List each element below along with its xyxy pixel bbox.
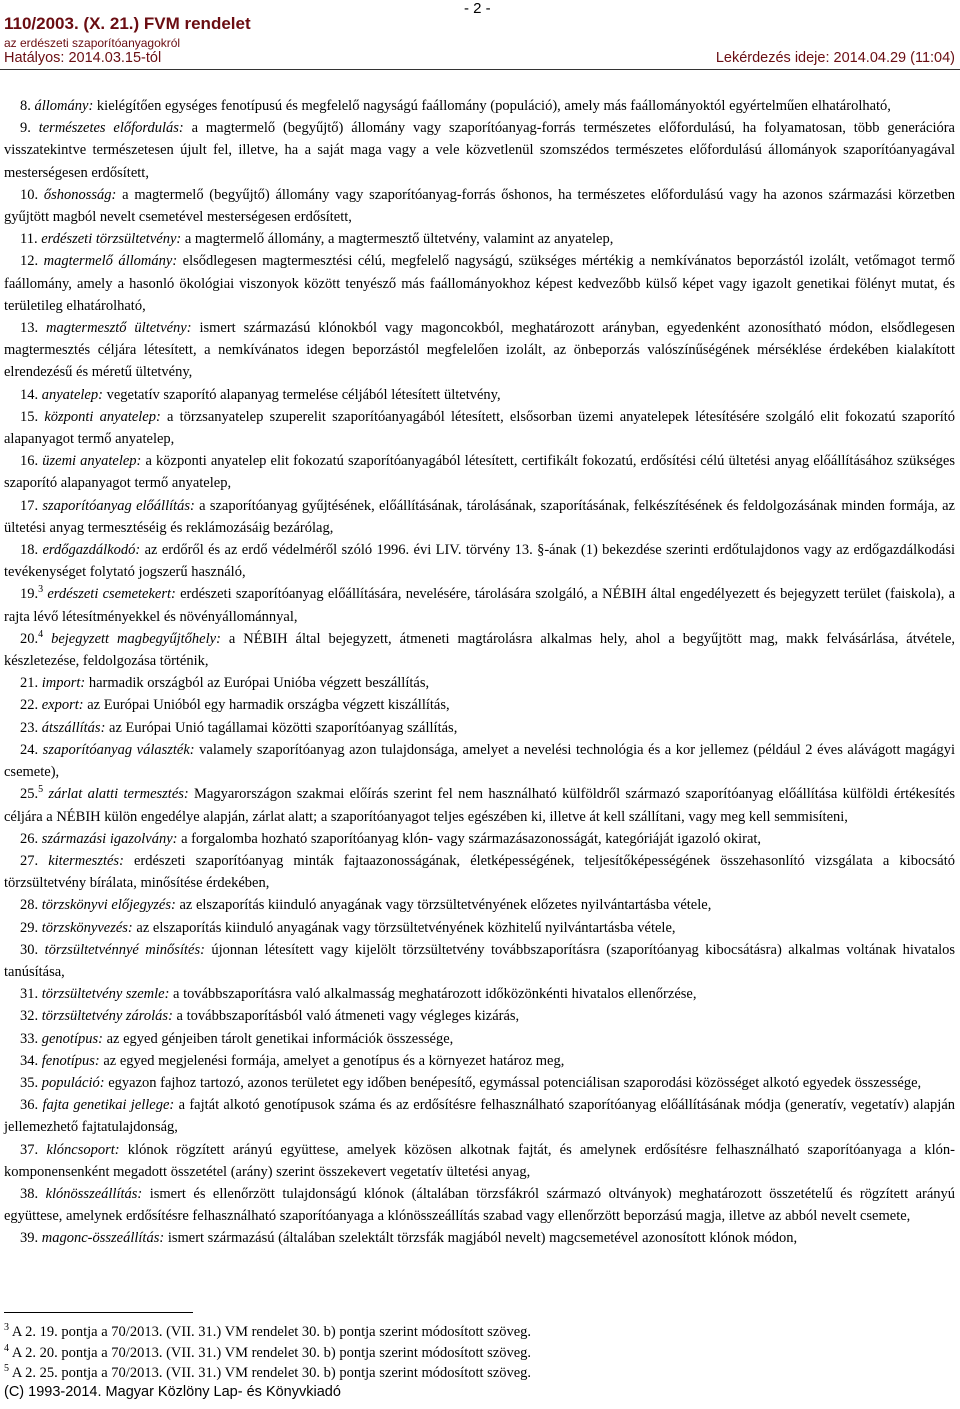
term: származási igazolvány: xyxy=(41,830,178,847)
item-number: 30. xyxy=(20,941,39,958)
footnote-text: A 2. 19. pontja a 70/2013. (VII. 31.) VM rendelet 30. b) pontja szerint módosított szöveg. xyxy=(11,1324,532,1340)
definition-text: kielégítően egységes fenotípusú és megfelelő nagyságú faállomány (populáció), amely más faállományoktól egyértelműen elhatárolható, xyxy=(96,98,891,114)
term: zárlat alatti termesztés: xyxy=(48,786,189,803)
term: központi anyatelep: xyxy=(44,408,161,425)
definition-item xyxy=(4,828,955,850)
definition-text: az elszaporítás kiinduló anyagának vagy törzsültetvényének előzetes nyilvántartásba vétele, xyxy=(179,897,712,914)
footnote-number: 5 xyxy=(4,1363,9,1375)
definition-text: az Európai Unióból egy harmadik országba végzett kiszállítás, xyxy=(87,697,450,714)
footnote xyxy=(4,1363,944,1384)
definition-text: egyazon fajhoz tartozó, azonos területet egy időben benépesítő, egymással potenciálisan szaporodási közösséget alkotó egyedek összessége, xyxy=(108,1074,922,1091)
definition-item xyxy=(4,583,955,627)
footnote-text: A 2. 20. pontja a 70/2013. (VII. 31.) VM rendelet 30. b) pontja szerint módosított szöveg. xyxy=(11,1344,532,1361)
term: klónösszeállítás: xyxy=(45,1185,143,1202)
item-number: 38. xyxy=(20,1185,39,1202)
definition-text: ismert származású (általában szelektált törzsfák magjából nevelt) magcsemetével azonosított klónok módon, xyxy=(167,1230,798,1247)
item-number: 18. xyxy=(20,542,39,559)
definition-item xyxy=(4,717,955,739)
term: genotípus: xyxy=(41,1030,103,1047)
definition-item xyxy=(4,1227,955,1249)
item-number: 39. xyxy=(20,1230,39,1247)
item-number: 27. xyxy=(20,852,39,869)
definition-text: az elszaporítás kiinduló anyagának vagy törzsültetvényének közhitelű nyilvántartásba vétele, xyxy=(136,919,676,936)
item-number: 21. xyxy=(20,675,39,692)
definitions-list xyxy=(4,95,955,1250)
definition-text: az egyed megjelenési formája, amelyet a genotípus és a környezet határoz meg, xyxy=(103,1052,565,1069)
definition-item xyxy=(4,939,955,983)
definition-text: klónok rögzített arányú együttese, amelyek közösen alkotnak fajtát, és amelynek erdősítésre felhasználható szaporítóanyaga a klón-komponensenként megadott összetétel (arány) szerint összekevert vegetatív ültetési anyag, xyxy=(4,1141,955,1180)
definition-item xyxy=(4,739,955,783)
page-number: - 2 - xyxy=(464,0,491,17)
definition-item xyxy=(4,95,955,117)
item-number: 13. xyxy=(20,320,39,337)
item-number: 17. xyxy=(20,497,39,514)
footnote-ref[interactable]: 3 xyxy=(38,584,44,596)
definition-text: a NÉBIH által bejegyzett, átmeneti magtárolásra alkalmas hely, ahol a begyűjtött mag, makk felvásárlása, átvétele, készletezése, feldolgozása történik, xyxy=(4,630,956,670)
footnote-divider xyxy=(4,1312,193,1313)
definition-text: elsődlegesen magtermesztési célú, megfelelő nagyságú, szükséges mértékig a nemkívánatos beporzástól izolált, vetőmagot termő faállomány, amely a hasonló ökológiai viszonyok között tenyésző más faállományokhoz képest kedvezőbb külső képet vagy igazolt genetikai fölényt mutat, és területileg elhatárolható, xyxy=(4,253,956,314)
copyright: (C) 1993-2014. Magyar Közlöny Lap- és Könyvkiadó xyxy=(4,1384,341,1400)
item-number: 33. xyxy=(20,1030,39,1047)
term: fajta genetikai jellege: xyxy=(42,1097,175,1114)
definition-text: az Európai Unió tagállamai közötti szaporítóanyag szállítás, xyxy=(109,719,458,736)
definition-item xyxy=(4,117,955,184)
footnote-text: A 2. 25. pontja a 70/2013. (VII. 31.) VM rendelet 30. b) pontja szerint módosított szöveg. xyxy=(11,1365,532,1381)
term: fenotípus: xyxy=(41,1052,100,1069)
term: törzsültetvénnyé minősítés: xyxy=(44,941,205,958)
term: import: xyxy=(41,675,86,692)
footnotes xyxy=(4,1322,944,1384)
definition-text: a központi anyatelep elit fokozatú szaporítóanyagából létesített, certifikált fokozatú, erdősítési célú ültetési anyag előállításához szükséges szaporító alapanyagot termő anyatelep, xyxy=(4,453,955,492)
definition-item xyxy=(4,850,955,894)
item-number: 31. xyxy=(20,986,39,1003)
definition-item xyxy=(4,317,955,384)
term: bejegyzett magbegyűjtőhely: xyxy=(51,630,221,647)
document-subtitle: az erdészeti szaporítóanyagokról xyxy=(4,36,181,50)
definition-item xyxy=(4,184,955,228)
definition-text: a szaporítóanyag gyűjtésének, előállításának, tárolásának, szaporításának, felkészítésének és feldolgozásának minden formája, az ültetési anyag termesztéséig és reklámozásáig bezárólag, xyxy=(4,497,955,536)
definition-text: Magyarországon szakmai előírás szerint fel nem használható külföldről származó szaporítóanyag előállítása külföldi értékesítés céljára a NÉBIH külön engedélye alapján, zárlat alatt; a szaporítóanyagot teljes egészében ki, illetve át kell szállítani, vagy meg kell semmisíteni, xyxy=(4,786,956,825)
definition-text: az egyed génjeiben tárolt genetikai információk összessége, xyxy=(106,1030,454,1047)
term: populáció: xyxy=(41,1074,105,1091)
footnote-number: 4 xyxy=(4,1342,9,1354)
item-number: 32. xyxy=(20,1008,39,1025)
definition-text: a továbbszaporításból való átmeneti vagy végleges kizárás, xyxy=(176,1008,520,1025)
term: magonc-összeállítás: xyxy=(41,1230,165,1247)
term: törzskönyvezés: xyxy=(41,919,133,936)
item-number: 36. xyxy=(20,1097,39,1114)
item-number: 8. xyxy=(20,98,31,114)
definition-item xyxy=(4,450,955,494)
definition-text: az erdőről és az erdő védelméről szóló 1996. évi LIV. törvény 13. §-ának (1) bekezdése szerinti erdőtulajdonos vagy az erdőgazdálkodási tevékenységet folytató jogszerű használó, xyxy=(4,542,955,581)
footnote xyxy=(4,1322,944,1343)
item-number: 9. xyxy=(20,120,31,137)
item-number: 10. xyxy=(20,186,39,203)
definition-item xyxy=(4,1094,955,1138)
definition-text: ismert származású klónokból vagy magoncokból, meghatározott arányban, egyedenként azonosítható módon, elsődlegesen magtermesztés céljára létesített, a nemkívánatos idegen beporzástól megfelelően izolált, az önbeporzás valószínűségének mérséklése érdekében kialakított elrendezésű és méretű ültetvény, xyxy=(4,320,955,381)
definition-item xyxy=(4,694,955,716)
item-number: 19. xyxy=(20,586,39,603)
term: természetes előfordulás: xyxy=(38,120,184,137)
definition-item xyxy=(4,1028,955,1050)
definition-text: a törzsanyatelep szuperelit szaporítóanyagából létesített, elsősorban üzemi anyatelepek létesítésére szolgáló elit fokozatú szaporító alapanyagot termő anyatelep, xyxy=(4,408,956,448)
term: szaporítóanyag választék: xyxy=(42,741,195,758)
footnote-ref[interactable]: 4 xyxy=(38,629,44,641)
item-number: 35. xyxy=(20,1074,39,1091)
term: erdőgazdálkodó: xyxy=(42,542,141,559)
term: magtermelő állomány: xyxy=(43,253,178,270)
item-number: 25. xyxy=(20,786,39,803)
item-number: 37. xyxy=(20,1141,39,1158)
item-number: 23. xyxy=(20,719,39,736)
definition-item xyxy=(4,917,955,939)
item-number: 22. xyxy=(20,697,39,714)
definition-text: újonnan létesített vagy kijelölt törzsültetvény továbbszaporításra (szaporítóanyag kibocsátásra) alkalmas voltának hivatalos tanúsítása, xyxy=(4,941,956,980)
footnote-number: 3 xyxy=(4,1322,9,1334)
document-title: 110/2003. (X. 21.) FVM rendelet xyxy=(4,14,251,33)
definition-item xyxy=(4,783,955,827)
item-number: 15. xyxy=(20,408,39,425)
query-time: Lekérdezés ideje: 2014.04.29 (11:04) xyxy=(715,50,955,66)
item-number: 12. xyxy=(20,253,39,270)
item-number: 26. xyxy=(20,830,39,847)
definition-item xyxy=(4,672,955,694)
term: törzsültetvény szemle: xyxy=(41,986,170,1003)
term: szaporítóanyag előállítás: xyxy=(42,497,195,514)
definition-item xyxy=(4,495,955,539)
term: anyatelep: xyxy=(41,386,103,403)
definition-item xyxy=(4,406,955,450)
term: átszállítás: xyxy=(41,719,106,736)
definition-item xyxy=(4,1005,955,1027)
definition-text: vegetatív szaporító alapanyag termelése céljából létesített ültetvény, xyxy=(106,386,501,403)
term: erdészeti csemetekert: xyxy=(47,586,176,603)
item-number: 29. xyxy=(20,919,39,936)
definition-item xyxy=(4,1183,955,1227)
term: klóncsoport: xyxy=(46,1141,120,1158)
item-number: 24. xyxy=(20,741,39,758)
definition-item xyxy=(4,539,955,583)
definition-text: a továbbszaporításra való alkalmasság meghatározott időközönkénti hivatalos ellenőrzése, xyxy=(173,986,697,1003)
item-number: 16. xyxy=(20,453,39,470)
term: erdészeti törzsültetvény: xyxy=(41,231,182,248)
term: üzemi anyatelep: xyxy=(42,453,142,470)
definition-text: erdészeti szaporítóanyag előállítására, nevelésére, tárolására szolgáló, a NÉBIH által engedélyezett és bejegyzett terület (faiskola), a rajta lévő létesítményekkel és növényállománnyal, xyxy=(4,586,956,625)
definition-item xyxy=(4,1072,955,1094)
footnote xyxy=(4,1343,944,1364)
definition-text: erdészeti szaporítóanyag minták fajtaazonosságának, életképességének, teljesítőképességének összehasonlító vizsgálata a kibocsátó törzsültetvény bírálata, minősítése érdekében, xyxy=(4,852,956,892)
validity-date: Hatályos: 2014.03.15-tól xyxy=(4,50,162,66)
definition-item xyxy=(4,384,955,406)
item-number: 28. xyxy=(20,897,39,914)
term: magtermesztő ültetvény: xyxy=(46,320,192,337)
header-divider xyxy=(0,69,960,70)
definition-text: a magtermelő állomány, a magtermesztő ültetvény, valamint az anyatelep, xyxy=(184,231,614,248)
definition-item xyxy=(4,1139,955,1183)
term: export: xyxy=(41,697,84,714)
term: törzsültetvény zárolás: xyxy=(41,1008,173,1025)
definition-item xyxy=(4,628,955,672)
definition-item xyxy=(4,250,955,317)
definition-text: a fajtát alkotó genotípusok száma és az erdősítésre felhasználható szaporítóanyag előállításának módja (generatív, vegetatív) alapján jellemezhető fajtatulajdonság, xyxy=(4,1097,956,1136)
definition-item xyxy=(4,228,955,250)
item-number: 11. xyxy=(20,231,38,248)
term: állomány: xyxy=(34,98,94,114)
definition-text: a magtermelő (begyűjtő) állomány vagy szaporítóanyag-forrás őshonos, ha természetes előfordulású vagy ha azonos származási körzetben gyűjtött magból nevelt csemetével mesterségesen erdősített, xyxy=(4,186,956,226)
definition-text: harmadik országból az Európai Unióba végzett beszállítás, xyxy=(88,675,430,692)
item-number: 34. xyxy=(20,1052,39,1069)
item-number: 20. xyxy=(20,630,39,647)
definition-text: ismert és ellenőrzött tulajdonságú klónok (általában törzsfákról származó oltványok) meghatározott összetételű és rögzített arányú együttese, amelynek erdősítésre felhasználható szaporítóanyaga a klónösszeállítás szabad vagy ellenőrzött beporzású magja, illetve az abból nevelt csemete, xyxy=(4,1185,956,1225)
definition-item xyxy=(4,894,955,916)
term: kitermesztés: xyxy=(48,852,124,869)
definition-text: a magtermelő (begyűjtő) állomány vagy szaporítóanyag-forrás természetes előfordulású, ha folyamatosan, több generációra visszatekintve természetesen újult fel, illetve, ha a saját maga vagy a vele közvetlenül szomszédos természetes előfordulású állományok szaporítóanyagával mesterségesen erdősített, xyxy=(4,120,955,181)
item-number: 14. xyxy=(20,386,39,403)
definition-item xyxy=(4,983,955,1005)
definition-text: a forgalomba hozható szaporítóanyag klón- vagy származásazonosságát, kategóriáját igazoló okirat, xyxy=(181,830,762,847)
definition-text: valamely szaporítóanyag azon tulajdonsága, amelyet a nevelési technológia és a kor jellemez (például 2 éves alávágott magágyi csemete), xyxy=(4,741,956,781)
definition-item xyxy=(4,1050,955,1072)
term: törzskönyvi előjegyzés: xyxy=(41,897,176,914)
term: őshonosság: xyxy=(43,186,117,203)
footnote-ref[interactable]: 5 xyxy=(38,784,44,796)
